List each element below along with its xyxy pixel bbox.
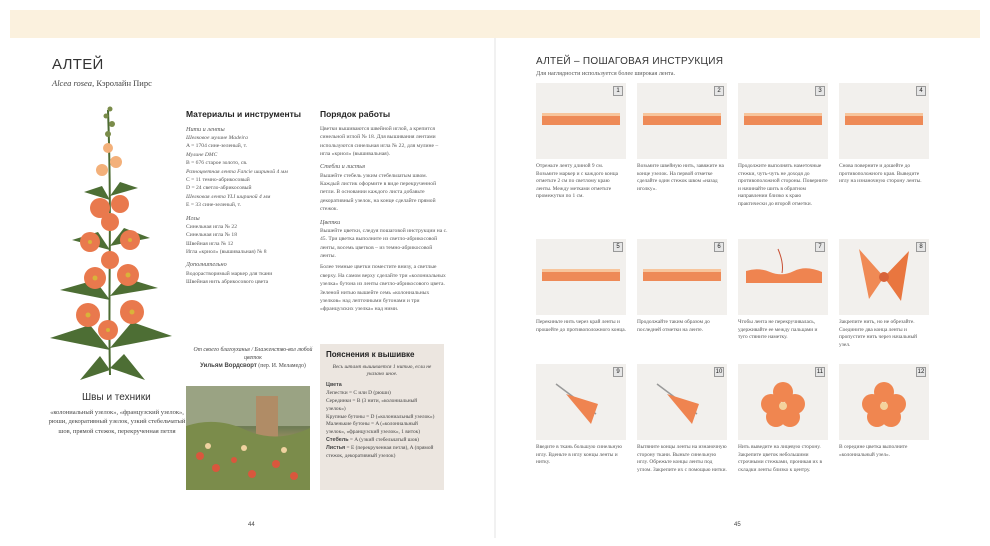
color-line [326,445,438,461]
colors-list [326,390,438,460]
step-photo [637,239,727,315]
step-number: 9 [613,367,623,377]
step-caption: Отрежьте ленту длиной 9 см. Возьмите маркер и с каждого конца отметьте 2 см по светлому краю ленты. Между метками отметьте промежутки по 1 см. [536,163,619,200]
step-caption: Нить выведите на лицевую сторону. Закрепите цветок небольшими строчными стежками, проникая их в складки ленты близко к центру. [738,444,822,473]
hollyhock-embroidery-image [40,100,180,380]
step-card [839,83,929,186]
step-number: 3 [815,86,825,96]
color-line [326,398,438,414]
stems-heading: Стебли и листья [320,163,365,171]
step-number: 2 [714,86,724,96]
step-caption: Продолжайте таким образом до последней отметки на ленте. [637,319,710,333]
step-card [738,239,828,342]
stitches-text: «колониальный узелок», «французский узелок», рюши, декоративный узелок, узкий стебельчатый шов, прямой стежок, перекрученная петля [48,409,186,435]
color-line [326,390,438,398]
step-number: 7 [815,242,825,252]
step-caption: В середине цветка выполните «колониальный узел». [839,444,908,458]
step-photo [536,364,626,440]
color-line-text: = A (узкий стебельчатый шов) [348,437,419,444]
flowers-heading: Цветки [320,218,341,226]
author-name: , Кэролайн Пирс [92,78,152,88]
explanations-note: Весь штамп вышивается 1 нитью, если не указано иное. [332,363,432,378]
step-number: 8 [916,242,926,252]
step-caption: Снова поверните и дошейте до противоположного края. Выведите иглу на изнаночную сторону ленты. [839,163,922,185]
color-line-text: Крупные бутоны = D («колониальный узелок») [326,413,435,420]
flowers-text: Вышейте цветки, следуя пошаговой инструкции на с. 45. Три цветка выполните из светло-абрикосовой ленты, восемь цветков – из темно-абрикосовой ленты. [320,227,448,260]
poem-quote [186,346,320,371]
step-number: 1 [613,86,623,96]
step-photo [738,364,828,440]
step-photo [738,83,828,159]
step-number: 12 [917,369,925,375]
step-number: 11 [816,369,824,375]
step-card [839,364,929,459]
needles-heading: Иглы [186,214,200,222]
step-photo [839,364,929,440]
steps-title: АЛТЕЙ – ПОШАГОВАЯ ИНСТРУКЦИЯ [536,56,724,67]
extra-list [186,270,312,287]
colors-heading: Цвета [326,382,342,389]
step-caption: Перекиньте нить через край ленты и прошейте до противоположного конца. [536,319,626,333]
step-photo [839,83,929,159]
extra-line: Швейная нить абрикосового цвета [186,279,269,286]
materials-heading: Материалы и инструменты [186,109,302,119]
step-card [738,83,828,208]
page-subtitle [52,78,152,88]
step-card [637,83,727,193]
right-page [496,38,980,538]
step-photo [536,239,626,315]
order-column [320,108,448,314]
step-card [637,364,727,474]
quote-text: От своего благоуханья / Блаженство-вол любой цветок [193,347,313,362]
step-caption: Закрепите нить, но не обрезайте. Соедините два конца ленты и пропустите нить через начальный узел. [839,319,918,348]
steps-subtitle: Для наглядности используется более широкая лента. [536,70,676,77]
material-line: Разноцветная лента Fancie шириной 4 мм [186,168,288,175]
material-line: Шелковая лента YLI шириной 4 мм [186,193,271,200]
step-card [839,239,929,349]
material-line: D = 24 светло-абрикосовый [186,185,252,192]
color-line-text: = E (перекрученная петля), A (прямой стежок, декоративный узелок) [326,444,434,459]
step-card [637,239,727,334]
step-caption: Вытяните концы ленты на изнаночную сторону ткани. Выньте синельную иглу. Обрежьте концы ленты под углом. Закрепите их с помощью нитки. [637,444,727,473]
garden-painting-art [186,386,310,490]
needle-line: Игла «криол» (вышивальная) № 8 [186,249,267,256]
color-line [326,421,438,437]
needle-line: Швейная игла № 12 [186,240,234,247]
material-line: C = 11 темно-абрикосовый [186,177,250,183]
extra-line: Водорастворимый маркер для ткани [186,270,273,277]
material-line: A = 1704 сине-зеленый, т. [186,143,248,150]
step-photo [637,364,727,440]
color-line-text: Маленькие бутоны = A («колониальный узелок», «французский узелок», 1 виток) [326,421,421,436]
needle-line: Синельная игла № 18 [186,232,237,239]
stitches-title: Швы и техники [82,392,151,403]
needles-list [186,223,312,257]
garden-painting [186,386,310,490]
latin-name: Alcea rosea [52,78,93,88]
step-number: 10 [715,369,723,375]
color-line-label: Листья [326,444,346,451]
color-line [326,437,438,445]
step-card [536,239,626,334]
explanations-heading: Пояснения к вышивке [326,350,415,359]
top-banner [10,10,980,38]
color-line-text: Серединки = B (3 нити, «колониальный узелок») [326,397,418,412]
order-intro: Цветки вышиваются швейной иглой, а крепится синельной иглой № 18. Для вышивания лентами используются синельная игла № 22, для мулине – игла «криол» (вышивальная). [320,125,439,157]
material-line: E = 33 сине-зеленый, т. [186,202,242,209]
step-number: 6 [714,242,724,252]
step-photo [637,83,727,159]
step-card [738,364,828,474]
material-line: Мулине DMC [186,151,218,158]
explanations-box [320,344,444,490]
step-caption: Чтобы лента не перекручивалась, удерживайте ее между пальцами и туго стяните наметку. [738,319,818,341]
step-caption: Возьмите швейную нить, завяжите на конце узелок. На первой отметке сделайте один стежок швом «назад иголку». [637,163,724,192]
step-number: 4 [916,86,926,96]
step-photo [738,239,828,315]
page-number-left: 44 [248,522,255,528]
needle-line: Синельная игла № 22 [186,223,237,230]
quote-translator: (пер. И. Меламедо) [256,363,306,370]
stems-text: Вышейте стебель узким стебельчатым швом. Каждый листик оформите в виде перекрученной петли. В основании каждого листа добавьте декоративный узелок, на конце сделайте прямой стежок. [320,172,437,213]
threads-heading: Нити и ленты [186,125,225,133]
material-line: Шелковое мулине Madeira [186,135,248,142]
material-line: B = 676 старое золото, св. [186,160,248,167]
color-line-label: Стебель [326,437,349,444]
page-title: АЛТЕЙ [52,56,104,73]
left-page [10,38,494,538]
step-photo [536,83,626,159]
flowers-text-2: Более темные цветки поместите внизу, а светлые сверху. На самом верху сделайте три «колониальных узелка» бутона из ленты светло-абрикосового цвета. Зеленой нитью вышейте семь «колониальных узелков» над лепточными бутонами и три «французских узелка» над ними. [320,264,446,313]
materials-list [186,134,312,210]
step-photo [839,239,929,315]
order-heading: Порядок работы [320,109,391,119]
step-card [536,83,626,201]
step-caption: Введите в ткань большую синельную иглу. Вденьте в иглу концы ленты и нитку. [536,444,623,466]
step-card [536,364,626,467]
materials-column [186,108,312,287]
extra-heading: Дополнительно [186,261,227,269]
color-line-text: Лепестки = C или D (рюши) [326,390,391,397]
step-caption: Продолжите выполнять наметочные стежки, чуть-чуть не доходя до противоположной стороны. Поверните и начинайте шить в обратном направлении близко к краю практически до второй отметки. [738,163,828,207]
quote-author: Уильям Вордсворт [200,363,257,370]
step-number: 5 [613,242,623,252]
page-number-right: 45 [734,522,741,528]
